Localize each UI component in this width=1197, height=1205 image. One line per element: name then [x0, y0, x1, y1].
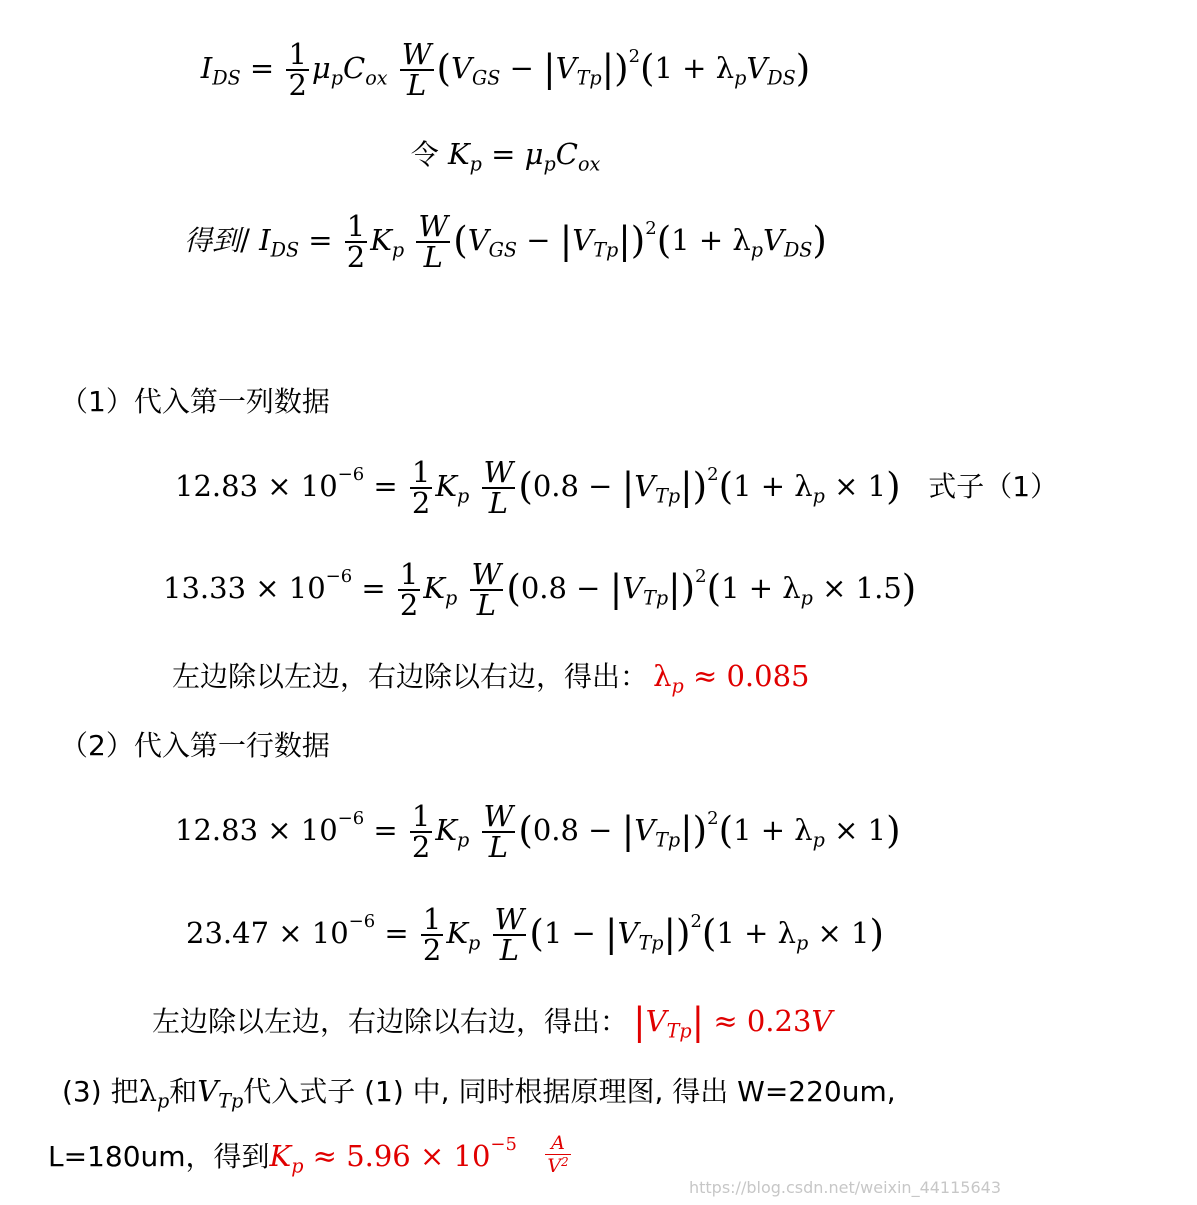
kp-subscript: p: [457, 484, 470, 508]
lambda-subscript: p: [795, 931, 809, 955]
vtp-symbol: V: [634, 813, 656, 847]
w-symbol: W: [418, 209, 449, 243]
vtp-subscript: Tp: [218, 1089, 244, 1113]
kp-symbol: K: [423, 571, 446, 605]
section-1-title: （1）代入第一列数据: [60, 385, 330, 418]
vgs-symbol: V: [467, 223, 489, 257]
formula-ids-kp: 得到/ $I_{DS}$ = $\frac{1}{2}$ $K_p$ $\frac{W}{L}$ $(V_{GS} - |V_{Tp}|)^2(1 + \lambda_pV_{DS})$: [184, 209, 827, 274]
half-numerator: 1: [411, 799, 431, 833]
formula-ids-mobility: $I_{DS}$ = $\frac{1}{2}$ $\mu_pC_{ox}$ $\frac{W}{L}$ $(V_{GS} - |V_{Tp}|)^2(1 + \lambda_pV_{DS})$: [200, 37, 811, 102]
section-1-result: [172, 655, 1183, 696]
let-label: 令: [410, 138, 439, 171]
result-vtp: $|V_{Tp}| \approx 0.23V$: [633, 999, 833, 1043]
vgs-symbol: V: [451, 51, 472, 85]
fraction-w-l: [470, 557, 504, 622]
vtp-symbol: V: [622, 571, 644, 605]
section-1-equation-1: $12.83 \times 10^{-6}$ = $\frac{1}{2}$ $K_p$ $\frac{W}{L}$ $(0.8 - |V_{Tp}|)^2(1 + \lambda_p \times 1)$ 式子（1）: [175, 455, 1059, 520]
half-denominator: 2: [411, 486, 431, 520]
fraction-half: [286, 37, 308, 102]
section-3-line-1: [62, 1070, 1073, 1111]
section-1-equation-2: $13.33 \times 10^{-6}$ = $\frac{1}{2}$ $K_p$ $\frac{W}{L}$ $(0.8 - |V_{Tp}|)^2(1 + \lambda_p \times 1.5)$: [163, 557, 917, 622]
vgs-subscript: GS: [471, 66, 501, 90]
c-symbol: C: [343, 51, 366, 85]
lhs-exponent: −6: [348, 910, 376, 932]
kp-subscript: p: [468, 931, 481, 955]
lambda-subscript: p: [800, 586, 813, 610]
lambda-subscript: p: [812, 484, 825, 508]
half-denominator: 2: [411, 830, 431, 864]
lambda-subscript: p: [750, 238, 763, 262]
ids-symbol: I: [200, 51, 213, 85]
l-symbol: L: [482, 487, 516, 518]
square-exponent: 2: [707, 807, 719, 829]
vtp-subscript: Tp: [655, 828, 681, 852]
kp-subscript: p: [391, 238, 405, 262]
section-3-line-2: [48, 1132, 1059, 1177]
mu-symbol: μ: [311, 51, 331, 85]
vgs-value: 0.8: [532, 813, 579, 847]
kp-symbol: K: [435, 813, 458, 847]
fraction-half: [410, 799, 432, 864]
vtp-symbol: V: [617, 916, 639, 950]
kp-subscript: p: [445, 586, 458, 610]
formula-kp-definition: 令 $K_p = \mu_pC_{ox}$: [410, 137, 601, 176]
lhs-value: 13.33 × 10: [163, 571, 326, 605]
half-numerator: 1: [399, 557, 419, 591]
lambda-symbol: λ: [715, 51, 735, 85]
line-2-prefix: L=180um，得到: [48, 1140, 270, 1173]
kp-symbol: K: [370, 223, 392, 257]
kp-symbol: K: [446, 916, 469, 950]
vds-value: 1: [867, 469, 887, 503]
lambda-symbol: λ: [794, 813, 813, 847]
lhs-value: 12.83 × 10: [175, 813, 338, 847]
vtp-inline: [197, 1074, 244, 1113]
watermark: https://blog.csdn.net/weixin_44115643: [688, 1178, 1001, 1197]
section-2-equation-2: $23.47 \times 10^{-6}$ = $\frac{1}{2}$ $K_p$ $\frac{W}{L}$ $(1 - |V_{Tp}|)^2(1 + \lambda_p \times 1)$: [186, 902, 884, 967]
vtp-symbol: V: [645, 1004, 667, 1038]
square-exponent: 2: [707, 463, 719, 485]
lhs-value: 12.83 × 10: [175, 469, 338, 503]
vgs-subscript: GS: [488, 238, 518, 262]
lhs-exponent: −6: [337, 807, 365, 829]
fraction-half: [421, 902, 443, 967]
unit-denominator-exponent: 2: [561, 1155, 569, 1170]
line-1-and: 和: [169, 1075, 198, 1108]
lambda-symbol: λ: [794, 469, 813, 503]
line-1-prefix: (3) 把: [62, 1075, 139, 1108]
vds-symbol: V: [763, 223, 784, 257]
fraction-half: [398, 557, 420, 622]
half-numerator: 1: [288, 37, 307, 71]
lambda-subscript: p: [812, 828, 825, 852]
half-denominator: 2: [399, 588, 419, 622]
half-numerator: 1: [346, 209, 366, 243]
fraction-w-l: [482, 455, 516, 520]
unit-numerator: A: [551, 1132, 565, 1154]
vds-value: 1: [850, 916, 870, 950]
get-label: 得到: [184, 224, 241, 257]
half-numerator: 1: [422, 902, 442, 936]
mu-subscript: p: [543, 152, 556, 176]
result-lambda: [653, 659, 810, 698]
section-2-result: [152, 1000, 1163, 1041]
vtp-subscript: Tp: [638, 931, 664, 955]
square-exponent: 2: [628, 45, 641, 67]
vtp-subscript: Tp: [655, 484, 681, 508]
lambda-symbol: λ: [782, 571, 801, 605]
vtp-symbol: V: [555, 51, 577, 85]
lambda-symbol: λ: [777, 916, 796, 950]
w-symbol: W: [494, 902, 525, 936]
square-exponent: 2: [695, 565, 707, 587]
vgs-value: 1: [543, 916, 563, 950]
kp-unit-fraction: [545, 1132, 570, 1177]
square-exponent: 2: [690, 910, 702, 932]
mu-symbol: μ: [524, 137, 544, 171]
vds-value: 1: [867, 813, 887, 847]
half-numerator: 1: [411, 455, 431, 489]
fraction-half: [345, 209, 367, 274]
lambda-value: ≈ 0.085: [692, 659, 810, 693]
fraction-half: [410, 455, 432, 520]
half-denominator: 2: [422, 933, 442, 967]
c-subscript: ox: [365, 66, 388, 90]
vds-symbol: V: [746, 51, 768, 85]
unit-denominator-base: V: [547, 1155, 562, 1177]
lambda-symbol: λ: [138, 1074, 157, 1108]
vds-subscript: DS: [767, 66, 796, 90]
w-symbol: W: [401, 37, 432, 71]
kp-subscript: p: [457, 828, 470, 852]
section-2-equation-1: $12.83 \times 10^{-6}$ = $\frac{1}{2}$ $K_p$ $\frac{W}{L}$ $(0.8 - |V_{Tp}|)^2(1 + \lambda_p \times 1)$: [175, 799, 901, 864]
l-symbol: L: [493, 934, 527, 965]
lambda-subscript: p: [671, 674, 684, 698]
vtp-subscript: Tp: [666, 1019, 692, 1043]
vtp-subscript: Tp: [643, 586, 669, 610]
vds-value: 1.5: [855, 571, 902, 605]
w-symbol: W: [483, 455, 514, 489]
vgs-value: 0.8: [532, 469, 579, 503]
vtp-symbol: V: [572, 223, 594, 257]
kp-symbol: K: [435, 469, 458, 503]
kp-subscript: p: [291, 1154, 304, 1178]
vds-subscript: DS: [783, 238, 813, 262]
vtp-unit: V: [811, 1004, 833, 1038]
fraction-w-l: [400, 37, 434, 102]
equation-note: 式子（1）: [928, 470, 1059, 503]
lambda-symbol: λ: [732, 223, 751, 257]
fraction-w-l: [416, 209, 450, 274]
lambda-subscript: p: [734, 66, 747, 90]
vgs-value: 0.8: [520, 571, 567, 605]
kp-exponent: −5: [490, 1133, 517, 1155]
w-symbol: W: [471, 557, 502, 591]
l-symbol: L: [416, 241, 450, 272]
ids-subscript: DS: [270, 238, 300, 262]
l-symbol: L: [400, 69, 434, 100]
mu-subscript: p: [330, 66, 343, 90]
half-denominator: 2: [346, 240, 366, 274]
c-symbol: C: [555, 137, 578, 171]
lambda-symbol: λ: [653, 659, 672, 693]
vtp-value: ≈ 0.23: [713, 1004, 812, 1038]
ids-subscript: DS: [212, 66, 241, 90]
lhs-exponent: −6: [337, 463, 365, 485]
result-text: 左边除以左边，右边除以右边，得出：: [172, 660, 649, 693]
c-subscript: ox: [577, 152, 601, 176]
l-symbol: L: [482, 831, 516, 862]
lambda-subscript: p: [156, 1089, 170, 1113]
result-text: 左边除以左边，右边除以右边，得出：: [152, 1005, 629, 1038]
vtp-subscript: Tp: [593, 238, 619, 262]
section-2-title: （2）代入第一行数据: [60, 729, 330, 762]
vtp-symbol: V: [197, 1074, 219, 1108]
kp-value: ≈ 5.96 × 10: [312, 1139, 491, 1173]
l-symbol: L: [470, 589, 504, 620]
lhs-value: 23.47 × 10: [186, 916, 349, 950]
lhs-exponent: −6: [325, 565, 353, 587]
kp-symbol: K: [269, 1139, 292, 1173]
square-exponent: 2: [645, 217, 657, 239]
vtp-subscript: Tp: [576, 66, 602, 90]
kp-subscript: p: [469, 152, 482, 176]
kp-symbol: K: [447, 137, 470, 171]
vtp-symbol: V: [634, 469, 656, 503]
result-kp: [269, 1133, 517, 1178]
line-1-rest: 代入式子 (1) 中, 同时根据原理图, 得出 W=220um,: [243, 1075, 896, 1108]
w-symbol: W: [483, 799, 514, 833]
half-denominator: 2: [288, 68, 307, 102]
fraction-w-l: [493, 902, 527, 967]
unit-denominator: [545, 1154, 570, 1177]
fraction-w-l: [482, 799, 516, 864]
ids-symbol: I: [259, 223, 271, 257]
lambda-inline: [138, 1074, 170, 1113]
